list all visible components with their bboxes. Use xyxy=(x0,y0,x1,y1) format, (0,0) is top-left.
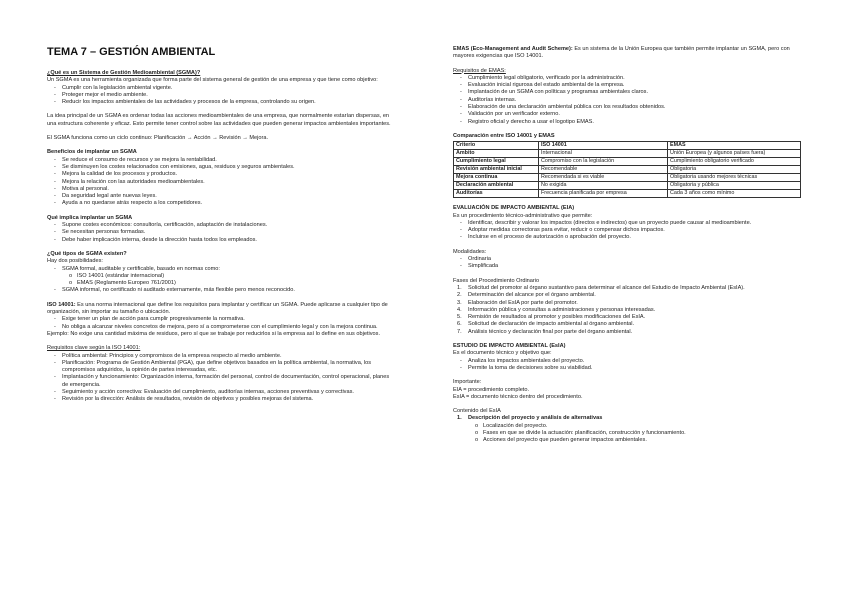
table-row xyxy=(454,158,801,166)
list-item: - Seguimiento y acción correctiva: Evaluación del cumplimiento, auditorías internas, acciones preventivas y correctivas. xyxy=(47,389,395,396)
list-item: 6. Solicitud de declaración de impacto ambiental al órgano ambiental. xyxy=(457,321,635,328)
paragraph-sgma-definition: Un SGMA es una herramienta organizada que forma parte del sistema general de gestión de una empresa y que tiene como objetivo: xyxy=(47,77,378,84)
list-item: - Adoptar medidas correctoras para evitar, reducir o compensar dichos impactos. xyxy=(453,227,801,234)
list-item: 1. Solicitud del promotor al órgano sustantivo para determinar el alcance del Estudio de Impacto Ambiental (EsIA). xyxy=(457,284,745,291)
list-item: - Se reduce el consumo de recursos y se mejora la rentabilidad. xyxy=(47,157,395,164)
table-cell: Recomendada si es viable xyxy=(539,174,668,182)
section-heading-types: ¿Qué tipos de SGMA existen? xyxy=(47,250,127,257)
list-item: - Implantación y funcionamiento: Organización interna, formación del personal, control de documentación, control operacional, planes de emergencia. xyxy=(47,374,395,389)
list-item: - Validación por un verificador externo. xyxy=(453,111,801,118)
list-item: - Planificación: Programa de Gestión Ambiental (PGA), que define objetivos basados en la política ambiental, la normativa, los compromisos adquiridos, la opinión de partes interesadas, etc. xyxy=(47,360,395,375)
table-cell: Internacional xyxy=(539,150,668,158)
list-item: 2. Determinación del alcance por el órgano ambiental. xyxy=(457,292,596,299)
table-header-row xyxy=(454,142,801,150)
paragraph-emas xyxy=(453,46,801,61)
emas-label: EMAS (Eco-Management and Audit Scheme): xyxy=(453,46,573,52)
table-row xyxy=(454,190,801,198)
table-header-cell: Criterio xyxy=(454,142,539,150)
list-item: - Reducir los impactos ambientales de las actividades y procesos de la empresa, controlando su origen. xyxy=(47,99,395,106)
table-cell: Declaración ambiental xyxy=(454,182,539,190)
list-item: - Registro oficial y derecho a usar el logotipo EMAS. xyxy=(453,119,801,126)
list-item: 7. Análisis técnico y declaración final por parte del órgano ambiental. xyxy=(457,328,633,335)
list-item: - Supone costes económicos: consultoría, certificación, adaptación de instalaciones. xyxy=(47,222,395,229)
table-cell: Mejora continua xyxy=(454,174,539,182)
esia-list xyxy=(453,358,801,373)
section-heading-implies: Qué implica implantar un SGMA xyxy=(47,214,133,221)
table-header-cell: EMAS xyxy=(668,142,801,150)
list-item: o Acciones del proyecto que pueden generar impactos ambientales. xyxy=(453,437,801,444)
table-cell: Compromiso con la legislación xyxy=(539,158,668,166)
list-item: - Ordinaria xyxy=(453,256,801,263)
section-heading-requirements: Requisitos clave según la ISO 14001: xyxy=(47,345,141,352)
content-title: Contenido del EsIA xyxy=(453,408,501,415)
table-cell: Auditorías xyxy=(454,190,539,198)
right-column xyxy=(453,46,801,445)
esia-intro: Es el documento técnico y objetivo que: xyxy=(453,350,552,357)
list-item: - Evaluación inicial rigurosa del estado ambiental de la empresa. xyxy=(453,82,801,89)
list-item: - Auditorías internas. xyxy=(453,97,801,104)
types-sublist xyxy=(47,273,395,288)
requirements-list xyxy=(47,353,395,404)
table-cell: Cada 3 años como mínimo xyxy=(668,190,801,198)
modalities-list xyxy=(453,256,801,271)
list-item: - SGMA formal, auditable y certificable, basado en normas como: xyxy=(47,266,395,273)
list-item: - Da seguridad legal ante nuevas leyes. xyxy=(47,193,395,200)
iso-list xyxy=(47,316,395,331)
eia-intro: Es un procedimiento técnico-administrativo que permite: xyxy=(453,212,593,219)
benefits-list xyxy=(47,157,395,208)
table-row xyxy=(454,174,801,182)
list-item: - Ayuda a no quedarse atrás respecto a los competidores. xyxy=(47,200,395,207)
table-cell: Revisión ambiental inicial xyxy=(454,166,539,174)
table-cell: Obligatoria usando mejores técnicas xyxy=(668,174,801,182)
page-title: TEMA 7 – GESTIÓN AMBIENTAL xyxy=(47,46,216,58)
list-item: - Cumplir con la legislación ambiental vigente. xyxy=(47,85,395,92)
list-item: - Implantación de un SGMA con políticas y programas ambientales claros. xyxy=(453,89,801,96)
list-item: 4. Información pública y consultas a administraciones y personas interesadas. xyxy=(457,306,656,313)
list-item: 3. Elaboración del EsIA por parte del promotor. xyxy=(457,299,578,306)
implies-list xyxy=(47,222,395,244)
table-cell: Frecuencia planificada por empresa xyxy=(539,190,668,198)
eia-list xyxy=(453,220,801,242)
list-item: - Identificar, describir y valorar los impactos (directos e indirectos) que un proyecto puede causar al medioambiente. xyxy=(453,220,801,227)
modalities-title: Modalidades: xyxy=(453,248,487,255)
iso-text: Es una norma internacional que define los requisitos para implantar y certificar un SGMA. Puede aplicarse a cualquier tipo de organización, sin importar su tamaño o ubicación. xyxy=(47,301,388,316)
section-heading-eia: EVALUACIÓN DE IMPACTO AMBIENTAL (EIA) xyxy=(453,205,575,212)
list-item: o Fases en que se divide la actuación: planificación, construcción y funcionamiento. xyxy=(453,430,801,437)
list-item: - Mejora la calidad de los procesos y productos. xyxy=(47,171,395,178)
emas-requirements-list xyxy=(453,75,801,126)
table-cell: No exigida xyxy=(539,182,668,190)
paragraph-cycle: El SGMA funciona como un ciclo continuo: Planificación → Acción → Revisión → Mejora. xyxy=(47,135,269,142)
list-item: - Revisión por la dirección: Análisis de resultados, revisión de objetivos y posibles mejoras del sistema. xyxy=(47,396,395,403)
table-cell: Ámbito xyxy=(454,150,539,158)
section-heading-benefits: Beneficios de implantar un SGMA xyxy=(47,149,137,156)
list-item: - Simplificada xyxy=(453,263,801,270)
section-heading-emas-requirements: Requisitos de EMAS: xyxy=(453,67,506,74)
list-item: 1. Descripción del proyecto y análisis de alternativas xyxy=(457,415,603,422)
sgma-objectives-list xyxy=(47,85,395,107)
list-item: - Se disminuyen los costes relacionados con emisiones, agua, residuos y seguros ambientales. xyxy=(47,164,395,171)
list-item: - Exige tener un plan de acción para cumplir progresivamente la normativa. xyxy=(47,316,395,323)
list-item: - SGMA informal, no certificado ni auditado externamente, más flexible pero menos reconocido. xyxy=(47,287,395,294)
phases-title: Fases del Procedimiento Ordinario xyxy=(453,277,540,284)
list-item: o Localización del proyecto. xyxy=(453,423,801,430)
phases-list xyxy=(453,285,801,336)
table-row xyxy=(454,150,801,158)
left-column xyxy=(47,46,395,404)
important-title: Importante: xyxy=(453,379,482,386)
list-item: - Elaboración de una declaración ambiental pública con los resultados obtenidos. xyxy=(453,104,801,111)
table-cell: Cumplimiento legal xyxy=(454,158,539,166)
content-sublist xyxy=(453,423,801,445)
table-row xyxy=(454,182,801,190)
important-line-1: EIA = procedimiento completo. xyxy=(453,386,530,393)
list-item: - Política ambiental: Principios y compromisos de la empresa respecto al medio ambiente. xyxy=(47,353,395,360)
table-cell: Unión Europea (y algunos países fuera) xyxy=(668,150,801,158)
content-list xyxy=(453,415,801,422)
section-heading-esia: ESTUDIO DE IMPACTO AMBIENTAL (EsIA) xyxy=(453,343,566,350)
types-list xyxy=(47,266,395,273)
list-item: - Debe haber implicación interna, desde la dirección hasta todos los empleados. xyxy=(47,237,395,244)
list-item: - Se necesitan personas formadas. xyxy=(47,229,395,236)
list-item: - Proteger mejor el medio ambiente. xyxy=(47,92,395,99)
types-list-2 xyxy=(47,287,395,294)
table-row xyxy=(454,166,801,174)
paragraph-iso xyxy=(47,302,395,317)
table-cell: Obligatoria xyxy=(668,166,801,174)
types-intro: Hay dos posibilidades: xyxy=(47,258,103,265)
list-item: - Permite la toma de decisiones sobre su viabilidad. xyxy=(453,365,801,372)
table-cell: Obligatoria y pública xyxy=(668,182,801,190)
table-header-cell: ISO 14001 xyxy=(539,142,668,150)
list-item: 5. Remisión de resultados al promotor y posibles modificaciones del EsIA. xyxy=(457,314,646,321)
paragraph-example: Ejemplo: No exige una cantidad máxima de residuos, pero sí que se trabaje por reducirlos si la empresa así lo define en sus objetivos. xyxy=(47,330,381,337)
section-heading-sgma: ¿Qué es un Sistema de Gestión Medioambiental (SGMA)? xyxy=(47,70,201,76)
comparison-table xyxy=(453,141,801,198)
list-item: - Motiva al personal. xyxy=(47,186,395,193)
list-item: - Mejora la relación con las autoridades medioambientales. xyxy=(47,179,395,186)
emas-text: Es un sistema de la Unión Europea que también permite implantar un SGMA, pero con mayores exigencias que ISO 14001. xyxy=(453,46,790,60)
list-item: - Cumplimiento legal obligatorio, verificado por la administración. xyxy=(453,75,801,82)
table-cell: Cumplimiento obligatorio verificado xyxy=(668,158,801,166)
list-item: - Incluirse en el proceso de autorización o aprobación del proyecto. xyxy=(453,234,801,241)
list-item: o EMAS (Reglamento Europeo 761/2001) xyxy=(47,280,395,287)
list-item: - No obliga a alcanzar niveles concretos de mejora, pero sí a comprometerse con el cumplimiento legal y con la mejora continua. xyxy=(47,324,395,331)
list-item: o ISO 14001 (estándar internacional) xyxy=(47,273,395,280)
table-cell: Recomendable xyxy=(539,166,668,174)
iso-label: ISO 14001: xyxy=(47,301,76,308)
paragraph-main-idea: La idea principal de un SGMA es ordenar todas las acciones medioambientales de una empresa, que normalmente estarían dispersas, en una estructura coherente y eficaz. Esto permite tener control sobre las actividades que pueden generar impactos ambientales importantes. xyxy=(47,113,391,127)
list-item: - Analiza los impactos ambientales del proyecto. xyxy=(453,358,801,365)
section-heading-comparison: Comparación entre ISO 14001 y EMAS xyxy=(453,132,555,139)
important-line-2: EsIA = documento técnico dentro del procedimiento. xyxy=(453,393,583,400)
